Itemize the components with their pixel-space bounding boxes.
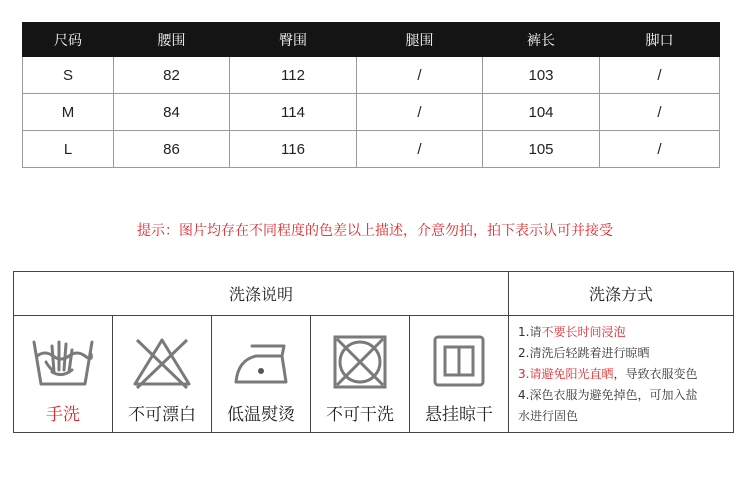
- table-cell: 116: [230, 131, 357, 168]
- table-cell: /: [600, 94, 720, 131]
- table-cell: 112: [230, 57, 357, 94]
- instruction-3-highlight: 3.请避免阳光直晒: [518, 367, 614, 381]
- care-symbol-low-iron: [212, 316, 311, 432]
- table-cell: L: [23, 131, 114, 168]
- table-cell: 105: [483, 131, 600, 168]
- wash-title: 洗涤说明: [14, 272, 509, 316]
- table-cell: /: [357, 131, 483, 168]
- instruction-1-prefix: 1.请: [518, 325, 542, 339]
- header-hem: 脚口: [600, 23, 720, 57]
- table-cell: /: [357, 57, 483, 94]
- header-length: 裤长: [483, 23, 600, 57]
- low-iron-icon: [226, 332, 296, 392]
- care-symbol-hang-dry: [410, 316, 509, 432]
- hang-dry-icon: [424, 332, 494, 392]
- instruction-3: [518, 364, 733, 385]
- care-symbol-no-dry-clean: [311, 316, 410, 432]
- no-bleach-icon: [127, 332, 197, 392]
- table-cell: /: [600, 57, 720, 94]
- care-label-hang-dry: 悬挂晾干: [425, 405, 493, 425]
- table-cell: 103: [483, 57, 600, 94]
- instruction-1-highlight: 不要长时间浸泡: [541, 325, 626, 339]
- method-title: 洗涤方式: [509, 272, 733, 316]
- wash-instructions: [509, 316, 733, 432]
- table-cell: 114: [230, 94, 357, 131]
- instruction-1: [518, 322, 733, 343]
- table-cell: S: [23, 57, 114, 94]
- care-table: [13, 271, 734, 433]
- table-row: [23, 131, 720, 168]
- table-cell: 82: [114, 57, 230, 94]
- size-table-header-row: [23, 23, 720, 57]
- header-thigh: 腿围: [357, 23, 483, 57]
- color-difference-notice: 提示：图片均存在不同程度的色差以上描述，介意勿拍，拍下表示认可并接受: [137, 223, 613, 239]
- header-hip: 臀围: [230, 23, 357, 57]
- instruction-3-rest: ，导致衣服变色: [613, 367, 698, 381]
- table-row: [23, 94, 720, 131]
- instruction-2: 2.清洗后轻跳着进行晾晒: [518, 346, 650, 360]
- table-row: [23, 57, 720, 94]
- table-cell: 104: [483, 94, 600, 131]
- care-label-no-dry-clean: 不可干洗: [326, 405, 394, 425]
- size-table: [22, 22, 720, 168]
- care-label-no-bleach: 不可漂白: [128, 405, 196, 425]
- table-cell: 86: [114, 131, 230, 168]
- care-symbol-no-bleach: [113, 316, 212, 432]
- header-waist: 腰围: [114, 23, 230, 57]
- hand-wash-icon: [28, 332, 98, 392]
- instruction-4-line-2: 水进行固色: [518, 409, 579, 423]
- table-cell: 84: [114, 94, 230, 131]
- table-cell: /: [357, 94, 483, 131]
- table-cell: M: [23, 94, 114, 131]
- care-symbols: [14, 316, 509, 432]
- care-symbol-hand-wash: [14, 316, 113, 432]
- care-label-low-iron: 低温熨烫: [227, 405, 295, 425]
- table-cell: /: [600, 131, 720, 168]
- instruction-4-line-1: 4.深色衣服为避免掉色，可加入盐: [518, 388, 698, 402]
- no-dry-clean-icon: [325, 332, 395, 392]
- header-size: 尺码: [23, 23, 114, 57]
- care-label-hand-wash: 手洗: [46, 405, 80, 425]
